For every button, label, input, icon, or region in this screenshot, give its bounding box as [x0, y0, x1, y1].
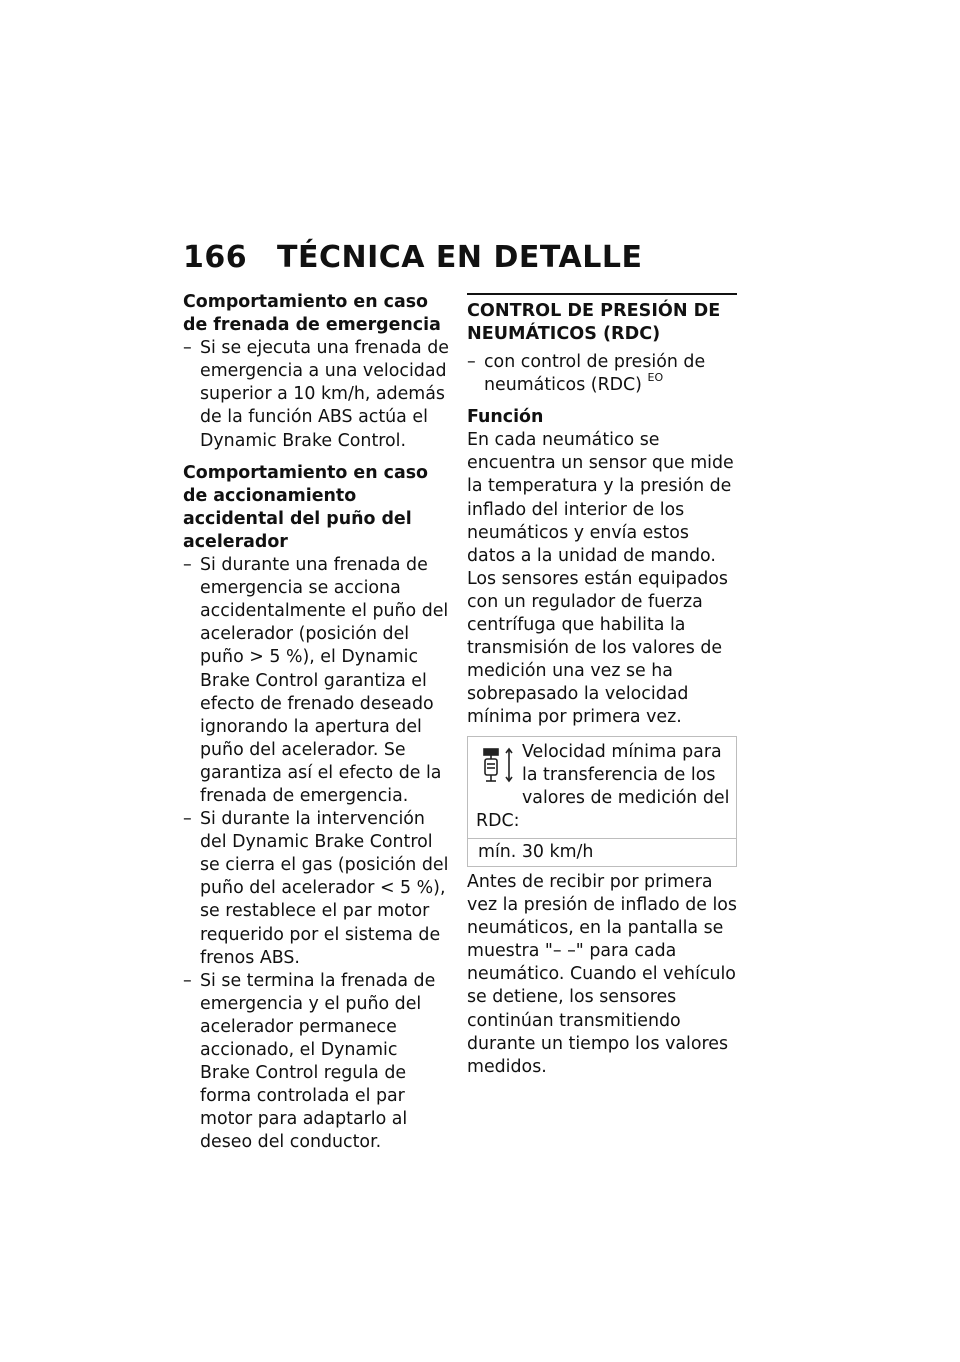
- chapter-title: TÉCNICA EN DETALLE: [277, 240, 643, 275]
- dash-marker: –: [183, 338, 192, 359]
- equipment-code: EO: [647, 371, 664, 385]
- dash-marker: –: [467, 352, 476, 372]
- rdc-section-title: CONTROL DE PRESIÓN DE NEUMÁTICOS (RDC): [467, 301, 721, 344]
- accidental-throttle-heading: Comportamiento en caso de accionamiento accidental del puño del acelerador: [183, 462, 428, 552]
- left-column: [183, 291, 451, 1154]
- list-item: [183, 554, 451, 808]
- right-column: [467, 293, 737, 1079]
- dash-marker: –: [183, 970, 192, 991]
- list-item: [183, 970, 451, 1155]
- info-box-value: mín. 30 km/h: [478, 841, 594, 862]
- list-item-text: con control de presión de neumáticos (RDC): [484, 352, 706, 396]
- page-number: 166: [183, 240, 248, 275]
- page-header: [183, 240, 642, 275]
- list-item: [183, 337, 451, 452]
- function-paragraph-1: En cada neumático se encuentra un sensor que mide la temperatura y la presión de inflado del interior de los neumáticos y envía estos datos a la unidad de mando.: [467, 430, 734, 566]
- dash-marker: –: [183, 809, 192, 830]
- list-item-text: Si durante una frenada de emergencia se acciona accidentalmente el puño del acelerador (posición del puño > 5 %), el Dynamic Brake Control garantiza el efecto de frenado deseado ignorando la apertura del puño del acelerador. Se garantiza así el efecto de la frenada de emergencia.: [200, 555, 449, 806]
- speed-info-box: [467, 736, 737, 867]
- info-box-header: [468, 737, 736, 839]
- list-item: [467, 351, 737, 397]
- list-item-text: Si durante la intervención del Dynamic Brake Control se cierra el gas (posición del puño del acelerador < 5 %), se restablece el par motor requerido por el sistema de frenos ABS.: [200, 809, 449, 968]
- emergency-braking-heading: Comportamiento en caso de frenada de emergencia: [183, 292, 441, 336]
- function-paragraph-3: Antes de recibir por primera vez la presión de inflado de los neumáticos, en la pantalla se muestra "– –" para cada neumático. Cuando el vehículo se detiene, los sensores continúan transmitiendo durante un tiempo los valores medidos.: [467, 871, 737, 1077]
- function-paragraph-2: Los sensores están equipados con un regulador de fuerza centrífuga que habilita la transmisión de los valores de medición una vez se ha sobrepasado la velocidad mínima por primera vez.: [467, 568, 728, 728]
- list-item: [183, 808, 451, 970]
- list-item-text: Si se termina la frenada de emergencia y el puño del acelerador permanece accionado, el Dynamic Brake Control regula de forma controlada el par motor para adaptarlo al deseo del conductor.: [200, 970, 436, 1153]
- section-divider: [467, 293, 737, 295]
- dash-marker: –: [183, 555, 192, 576]
- function-heading: Función: [467, 407, 544, 428]
- info-box-label: Velocidad mínima para la transferencia de los valores de medición del RDC:: [476, 741, 730, 831]
- tire-pressure-gauge-icon: [476, 743, 516, 789]
- list-item-text: Si se ejecuta una frenada de emergencia a una velocidad superior a 10 km/h, además de la función ABS actúa el Dynamic Brake Control.: [200, 338, 449, 451]
